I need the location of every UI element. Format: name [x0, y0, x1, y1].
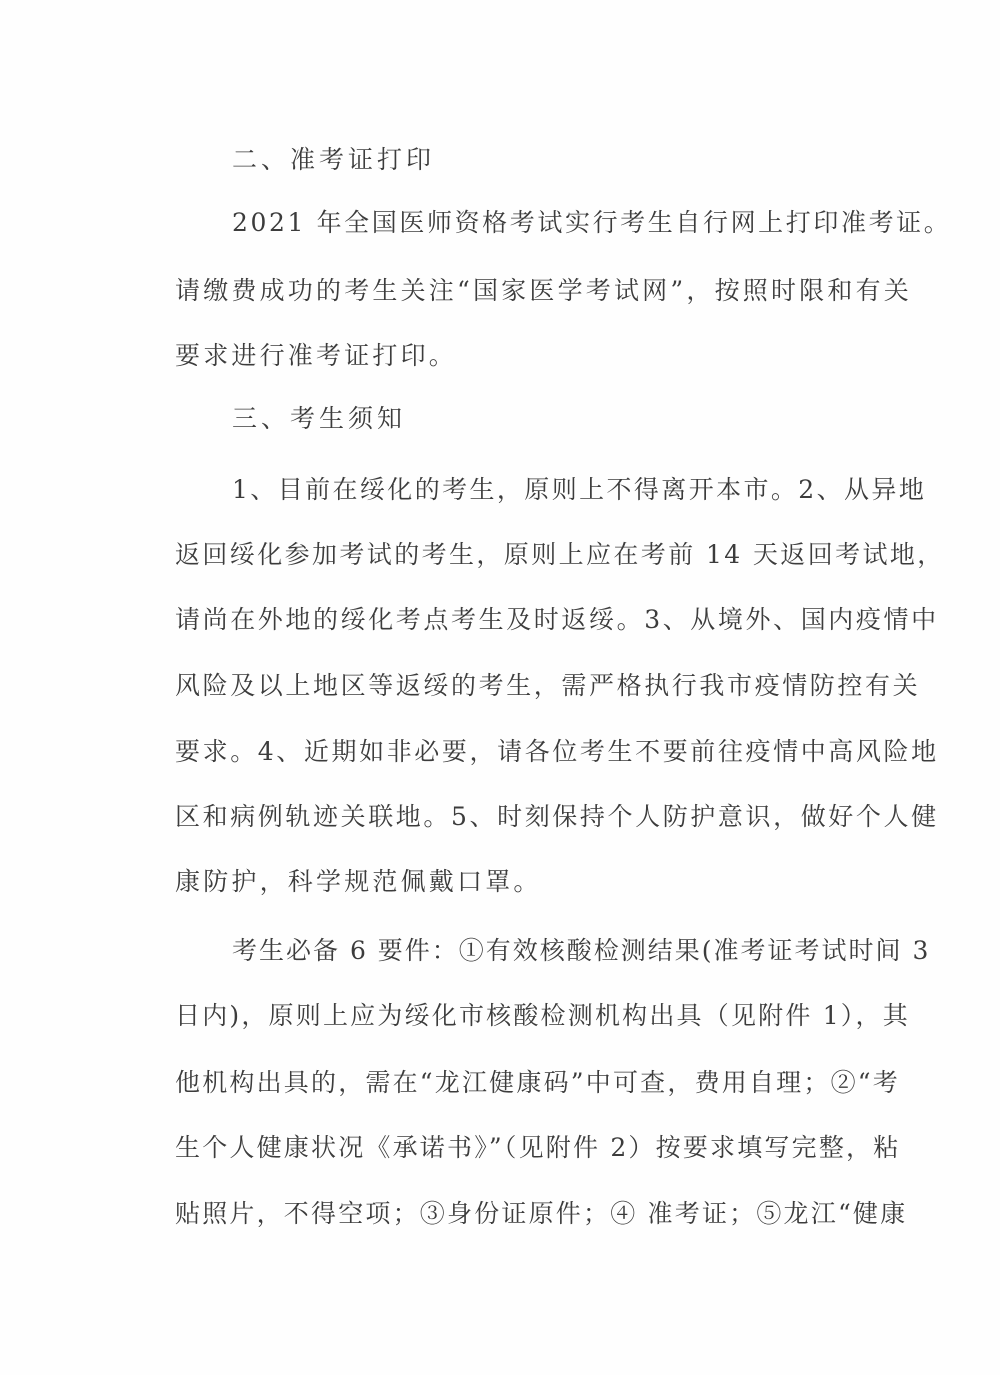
paragraph-line: 他机构出具的，需在“龙江健康码”中可查，费用自理；②“考 [175, 1068, 900, 1097]
paragraph-line: 风险及以上地区等返绥的考生，需严格执行我市疫情防控有关 [175, 671, 921, 700]
paragraph-line: 2021 年全国医师资格考试实行考生自行网上打印准考证。 [232, 208, 952, 237]
section-heading-admission-ticket: 二、准考证打印 [232, 145, 436, 174]
paragraph-line: 生个人健康状况《承诺书》”（见附件 2）按要求填写完整，粘 [175, 1133, 901, 1162]
paragraph-line: 要求。4、近期如非必要，请各位考生不要前往疫情中高风险地 [175, 737, 939, 766]
paragraph-line: 贴照片，不得空项；③身份证原件；④ 准考证；⑤龙江“健康 [175, 1199, 908, 1228]
paragraph-line: 请尚在外地的绥化考点考生及时返绥。3、从境外、国内疫情中 [175, 605, 939, 634]
paragraph-line: 日内)，原则上应为绥化市核酸检测机构出具（见附件 1），其 [175, 1001, 910, 1030]
paragraph-line: 请缴费成功的考生关注“国家医学考试网”，按照时限和有关 [175, 276, 912, 305]
paragraph-line: 区和病例轨迹关联地。5、时刻保持个人防护意识，做好个人健 [175, 802, 939, 831]
paragraph-line: 康防护，科学规范佩戴口罩。 [175, 867, 542, 896]
paragraph-line: 返回绥化参加考试的考生，原则上应在考前 14 天返回考试地， [175, 540, 945, 569]
paragraph-line: 1、目前在绥化的考生，原则上不得离开本市。2、从异地 [232, 475, 927, 504]
section-heading-candidate-notice: 三、考生须知 [232, 404, 407, 433]
paragraph-line: 要求进行准考证打印。 [175, 341, 458, 370]
paragraph-line: 考生必备 6 要件：①有效核酸检测结果(准考证考试时间 3 [232, 936, 931, 965]
